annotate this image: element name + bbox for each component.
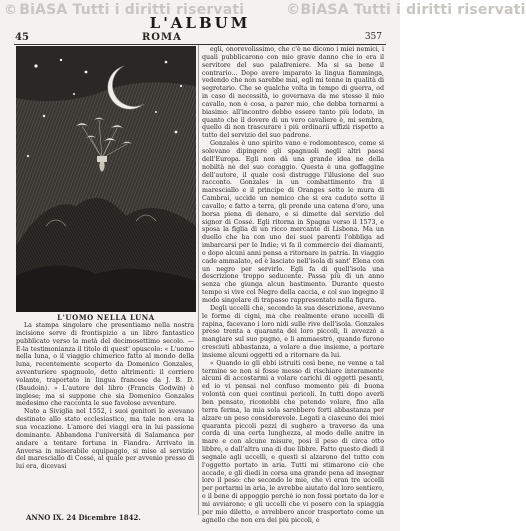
article-column-right [202, 46, 384, 524]
issue-footer: ANNO IX. 24 Dicembre 1842. [26, 513, 141, 522]
paragraph: La stampa singolare che presentiamo nella nostra incisione serve di frontispizio a un libro fantastico pubblicato verso la metà del decimosettimo secolo. — E-la testimonianza il titolo di quest' opuscolo: « L'uomo nella luna, o il viaggio chimerico fatto al mondo della luna, recentemente scoperto da Domenico Gonzales, avventuriere spagnuolo, detto altrimenti: il corriere volante, traportato in lingua francese da J. B. D. (Baudoin). » L'autore del libro (Francis Godwin) è inglese; ma si suppone che sia Domenico Gonzales medesimo che racconta le sue favolose avventure. [16, 322, 194, 408]
illustration-caption: L'UOMO NELLA LUNA [57, 313, 155, 322]
column-divider [198, 45, 199, 515]
section-title: ROMA [142, 32, 182, 43]
copyright-icon: © [4, 3, 18, 18]
watermark: © BiASA Tutti i diritti riservati ©BiASA Tutti i diritti riservati [4, 2, 526, 18]
paragraph: Nato a Siviglia nel 1552, i suoi genitori lo avevano destinato allo stato ecclesiastico, ma tale non era la sua vocazione. L'amore dei viaggi era in lui passione dominante. Abbandona l'università di Salamanca per andare a tentare fortuna in Fiandra. Arrivato in Anversa in miserabile equipaggio, si mise al servizio del maresciallo di Cossé, al quale per avvenio presso di lui era, dicevasi [16, 408, 194, 471]
article-column-left [16, 322, 194, 518]
page-number-right: 357 [364, 32, 382, 42]
header-rule [14, 44, 386, 45]
copyright-icon: © [286, 2, 301, 18]
paragraph: egli, onorevolissimo, che c'è ne dicono i miei nemici, i quali pubblicarono con mio grave danno che io era il servitore del suo palafreniere. Ma si sa bene il contrario... Dopo avere imparato la lingua fiamminga, vedendo che non sarebbe mai, egli mi tenne in qualità di segretario. Che se qualche volta in tempo di guerra, od in caso di necessità, io governava da me stesso il mio cavallo, non è cosa, a parer mio, che debba tornarmi a biasimo: all'incontro debbo essere tanto più lodato, in quanto che il dovere di un vero cavaliere è, mi sembra, quello di non trascurare i più ordinarii uffizii rispetto a tutto del servizio del suo padrone. [202, 46, 384, 140]
moon-man-engraving [16, 46, 196, 312]
page-number-left: 45 [15, 32, 29, 43]
paragraph: Gonzales è uno spirito vano e rodomontesco, come si solevano dipingere gli spagnuoli negli altri paesi dell'Europa. Egli non dà una grande idea ne della nobiltà nè del suo coraggio. Questa è una goffaggine dell'autore, il quale così distrugge l'illusione del suo racconto. Gonzales in un combattimento fra il maresciallo e il principe di Oranges sotto le mura di Cambrai, uccide un nemico che si era caduto sotto il cavallo; e fatto a terra, gli prende una catena d'oro, una borsa piena di denaro, e si dimette dal servizio del signor di Cossé. Egli ritorna in Spagna verso il 1573, e sposa la figlia di un ricco mercante di Lisbona. Ma un duello che ha con uno dei suoi parenti l'obbliga ad imbarcarsi per le Indie; vi fa il commercio dei diamanti, e dopo alcuni anni pensa a ritornare in patria. In viaggio cade ammalato, ed è lasciato nell'isola di sant' Elena con un negro per servirlo. Egli fa di quell'isola una descrizione troppo seducente. Passa più di un anno senza che giunga alcun bastimento. Durante questo tempo si vive col Negro della caccia, e col suo ingegno il modo singolare di trapasso rappresentato nella figura. [202, 140, 384, 304]
masthead: L'ALBUM [149, 14, 251, 32]
paragraph: Degli uccelli che, secondo la sua descrizione, avevano le forme di cigni, ma che realmente erano uccelli di rapina, facevano i loro nidi sulle rive dell'isola. Gonzales prese trenta a quaranta dei loro piccoli, li avvezzò a mangiare sul suo pugno, e li ammaestrò, quando furono cresciuti abbastanza, a volare a due insieme, a portare insieme alcuni oggetti ed a ritornare da lui. [202, 304, 384, 359]
paragraph: « Quando io gli ebbi istruiti così bene, ne venne a tal termine se non si fosse messo di rischiare interamente alcuni di accostarmi a volare carichi di oggetti pesanti, ed io vi pensai nel confuso momento più di buona volontà con quei continui pericoli. In tutti dopo averli ben pensato, riconobbi che potendo volare, fino alla terra ferma, la mia sola sarebbero forti abbastanza per alzare un peso considerevole. Legati a ciascuno dei miei quaranta piccoli pezzi di sughero a traverso da una corda di una certa lunghezza, al modo delle anitre in mare e con alcune misure, posi il peso di circa otto libbre, e dall'altra una di due libbre. Fatto questo diedi il segnale agli uccelli, e questi si alzarono del tutto con l'oggetto portato in aria. Tutti mi stimarono ciò che accade, e gli diedi in corsa una grande pena ad insegnar loro il peso: che secondo le mie, che vi eran tre uccelli per portarmi in aria, le avrebbe aiutato dal loro sentiero, e il bene di appoggio perchè io non fossi portato da lor e mi avviarono; e gli uccelli che vi posero con la spiaggia per mio diletto, e avrebbero ancor trasportato come un agnello che non era dei più piccoli, e [202, 359, 384, 524]
engraving-illustration [16, 46, 196, 312]
